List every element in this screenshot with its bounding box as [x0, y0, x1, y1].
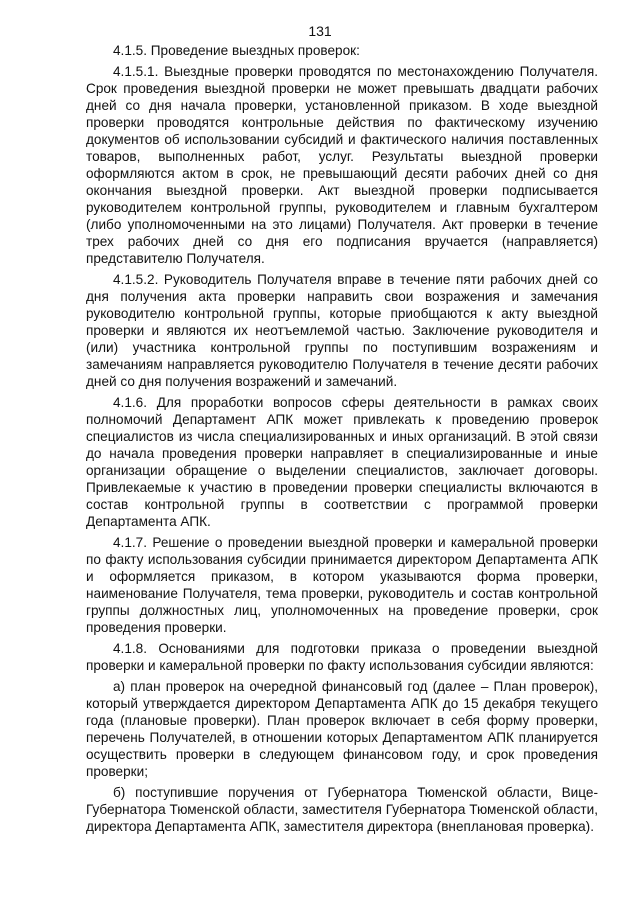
paragraph-4-1-6: 4.1.6. Для проработки вопросов сферы деятельности в рамках своих полномочий Департамент АПК может привлекать к проведению проверок специалистов из числа специализированных и иных организаций. В этой связи до начала проведения проверки направляет в специализированные и иные организации обращение о выделении специалистов, заключает договоры. Привлекаемые к участию в проведении проверки специалисты включаются в состав контрольной группы в соответствии с программой проверки Департамента АПК.: [86, 395, 598, 529]
list-item-a: а) план проверок на очередной финансовый год (далее – План проверок), который утверждается директором Департамента АПК до 15 декабря текущего года (плановые проверки). План проверок включает в себя форму проверки, перечень Получателей, в отношении которых Департаментом АПК планируется осуществить проверки в следующем финансовом году, и срок проведения проверки;: [86, 679, 598, 779]
paragraph-4-1-8: 4.1.8. Основаниями для подготовки приказа о проведении выездной проверки и камеральной проверки по факту использования субсидии являются:: [86, 641, 598, 673]
section-heading: 4.1.5. Проведение выездных проверок:: [113, 43, 360, 58]
document-body: [86, 42, 598, 839]
paragraph-4-1-5-1: 4.1.5.1. Выездные проверки проводятся по местонахождению Получателя. Срок проведения выездной проверки не может превышать двадцати рабочих дней со дня начала проверки, установленной приказом. В ходе выездной проверки проводятся контрольные действия по фактическому изучению документов об использовании субсидий и фактического наличия поставленных товаров, выполненных работ, услуг. Результаты выездной проверки оформляются актом в срок, не превышающий десяти рабочих дней со дня окончания выездной проверки. Акт выездной проверки подписывается руководителем контрольной группы, руководителем и главным бухгалтером (либо уполномоченными на это лицами) Получателя. Акт проверки в течение трех рабочих дней со дня его подписания вручается (направляется) представителю Получателя.: [86, 64, 598, 266]
page-number: 131: [308, 23, 332, 39]
paragraph-4-1-5-2: 4.1.5.2. Руководитель Получателя вправе в течение пяти рабочих дней со дня получения акта проверки направить свои возражения и замечания руководителю контрольной группы, которые приобщаются к акту выездной проверки и являются их неотъемлемой частью. Заключение руководителя и (или) участника контрольной группы по поступившим возражениям и замечаниям направляется руководителю Получателя в течение десяти рабочих дней со дня получения возражений и замечаний.: [86, 272, 598, 389]
paragraph-4-1-7: 4.1.7. Решение о проведении выездной проверки и камеральной проверки по факту использования субсидии принимается директором Департамента АПК и оформляется приказом, в котором указываются форма проверки, наименование Получателя, тема проверки, руководитель и состав контрольной группы должностных лиц, уполномоченных на проведение проверки, срок проведения проверки.: [86, 535, 598, 635]
list-item-b: б) поступившие поручения от Губернатора Тюменской области, Вице-Губернатора Тюменской области, заместителя Губернатора Тюменской области, директора Департамента АПК, заместителя директора (внеплановая проверка).: [86, 785, 598, 834]
